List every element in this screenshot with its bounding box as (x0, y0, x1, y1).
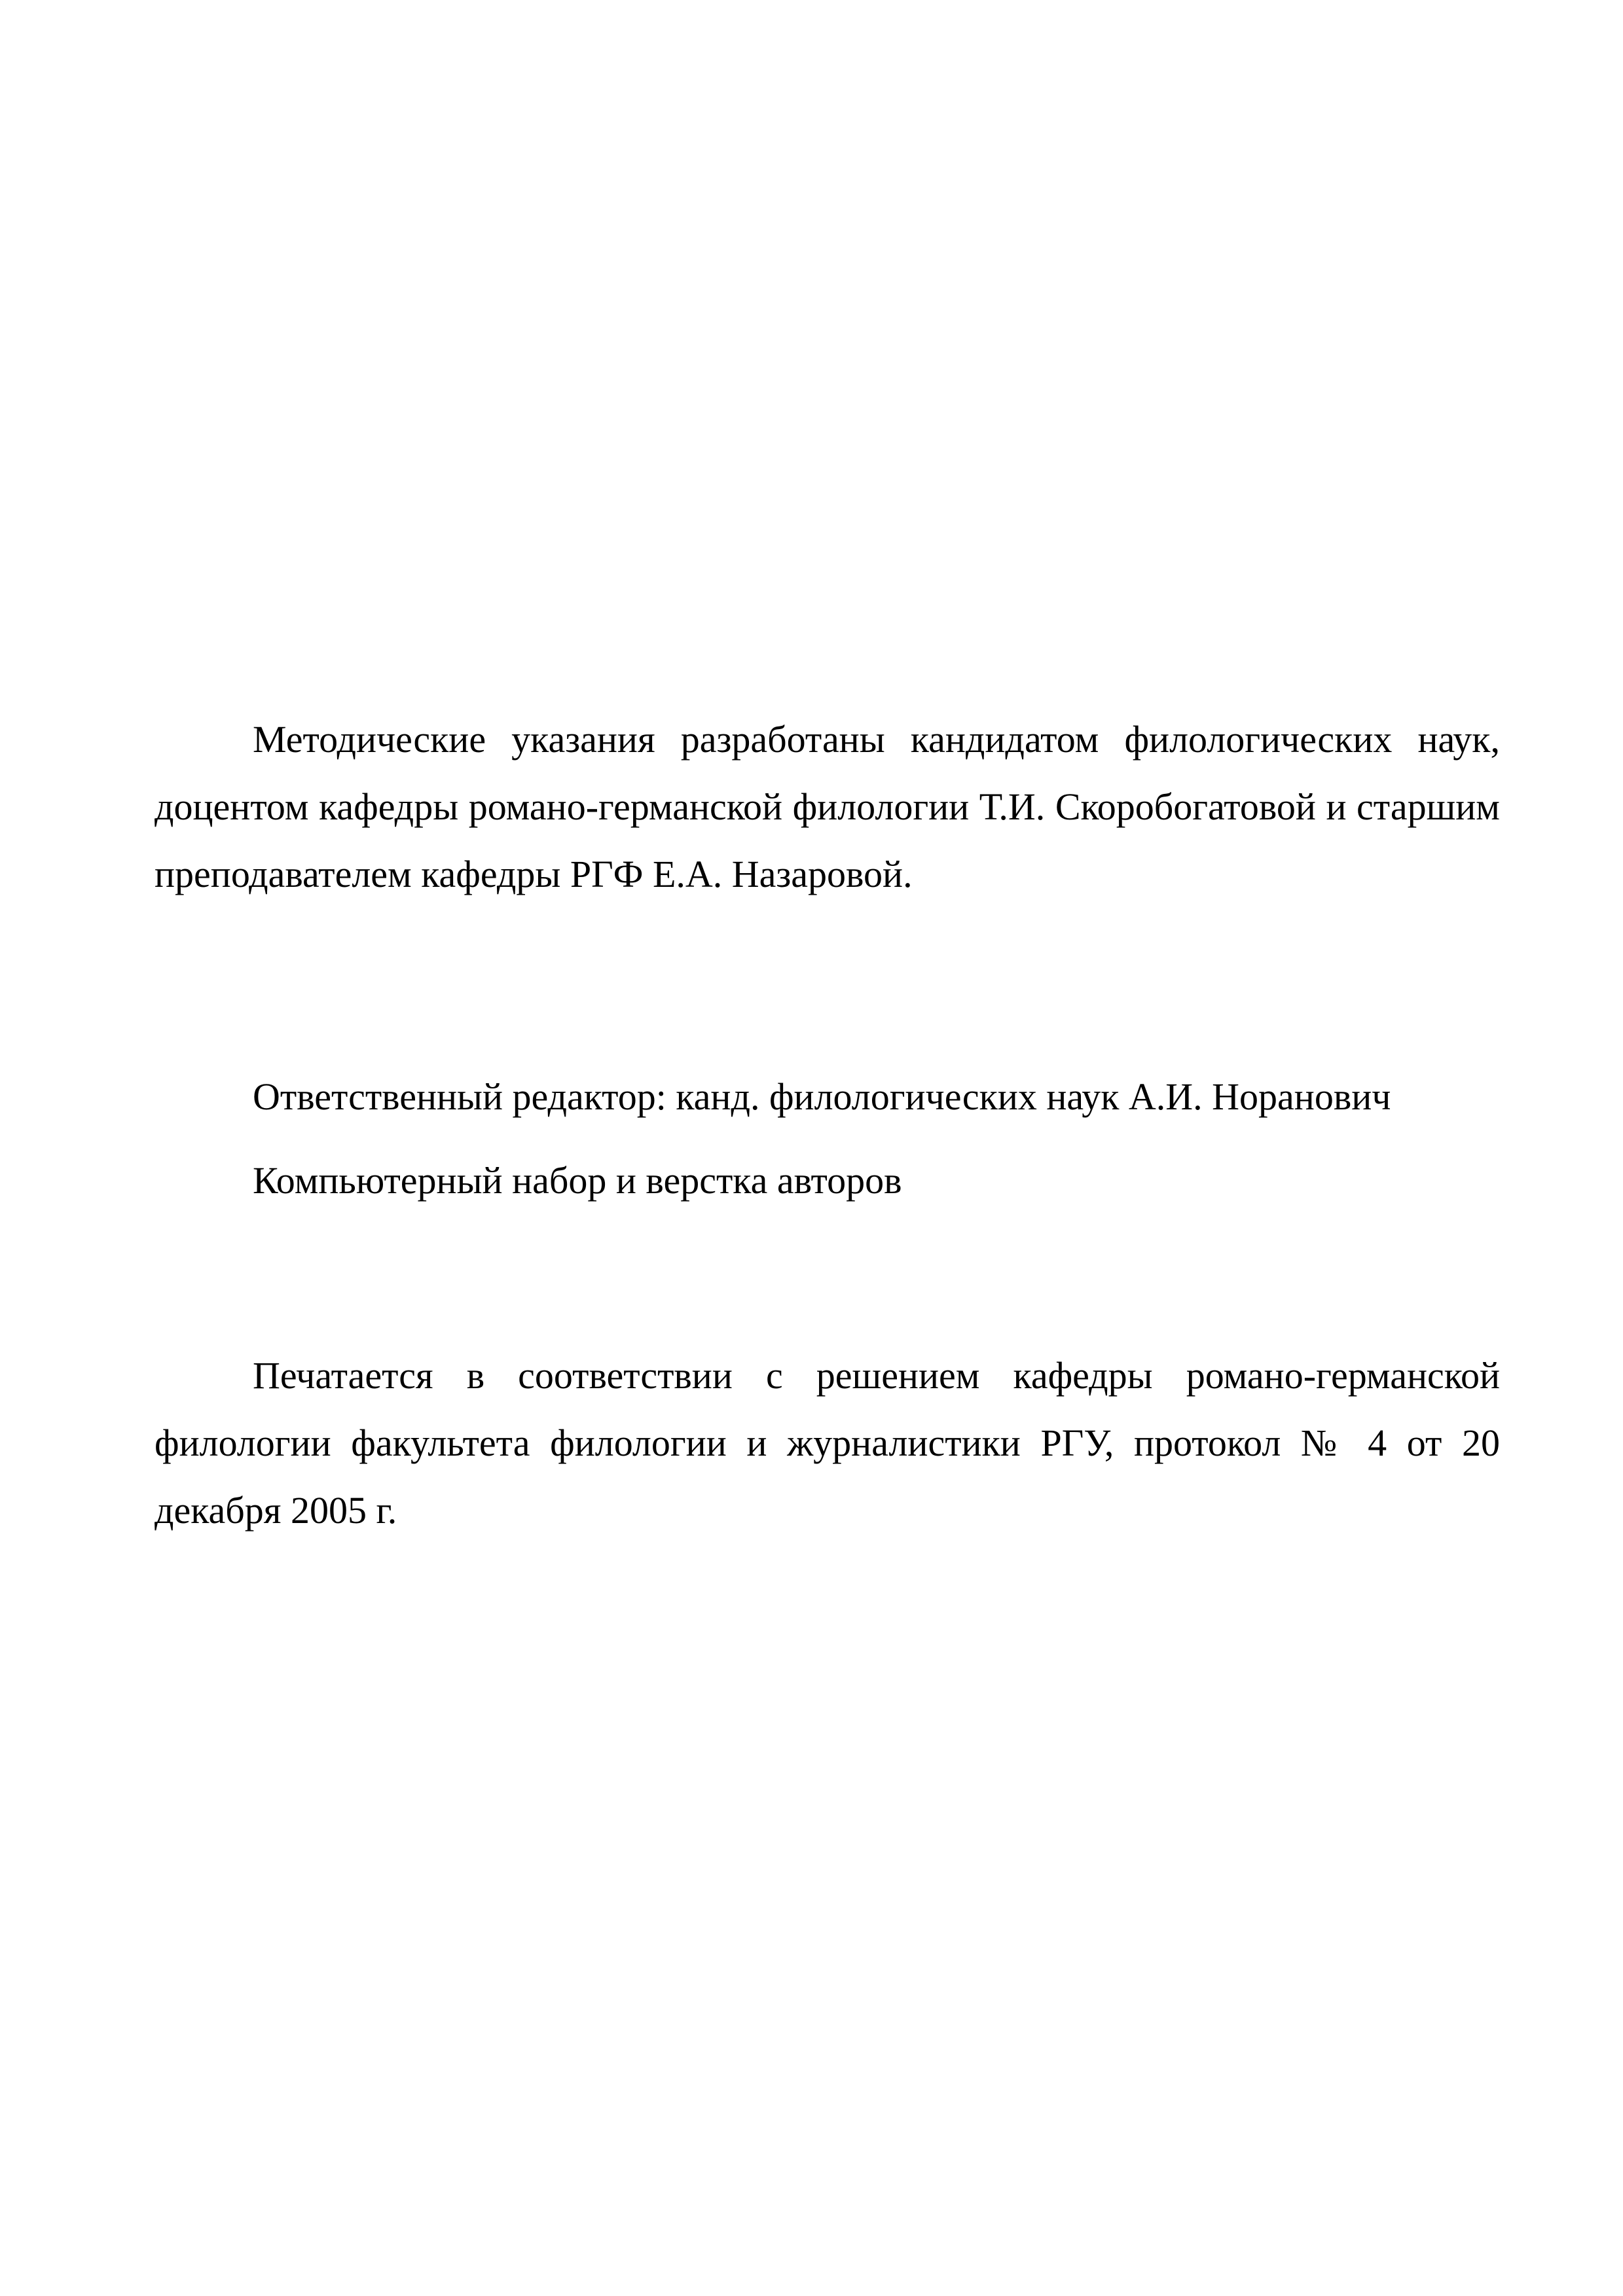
authors-paragraph: Методические указания разработаны кандидатом филологических наук, доцентом кафедры романо-германской филологии Т.И. Скоробогатовой и старшим преподавателем кафедры РГФ Е.А. Назаровой. (155, 718, 1500, 895)
responsible-editor-line: Ответственный редактор: канд. филологических наук А.И. Норанович (253, 1075, 1391, 1118)
typesetting-line: Компьютерный набор и верстка авторов (253, 1159, 902, 1202)
approval-paragraph: Печатается в соответствии с решением кафедры романо-германской филологии факультета филологии и журналистики РГУ, протокол № 4 от 20 декабря 2005 г. (155, 1354, 1500, 1532)
